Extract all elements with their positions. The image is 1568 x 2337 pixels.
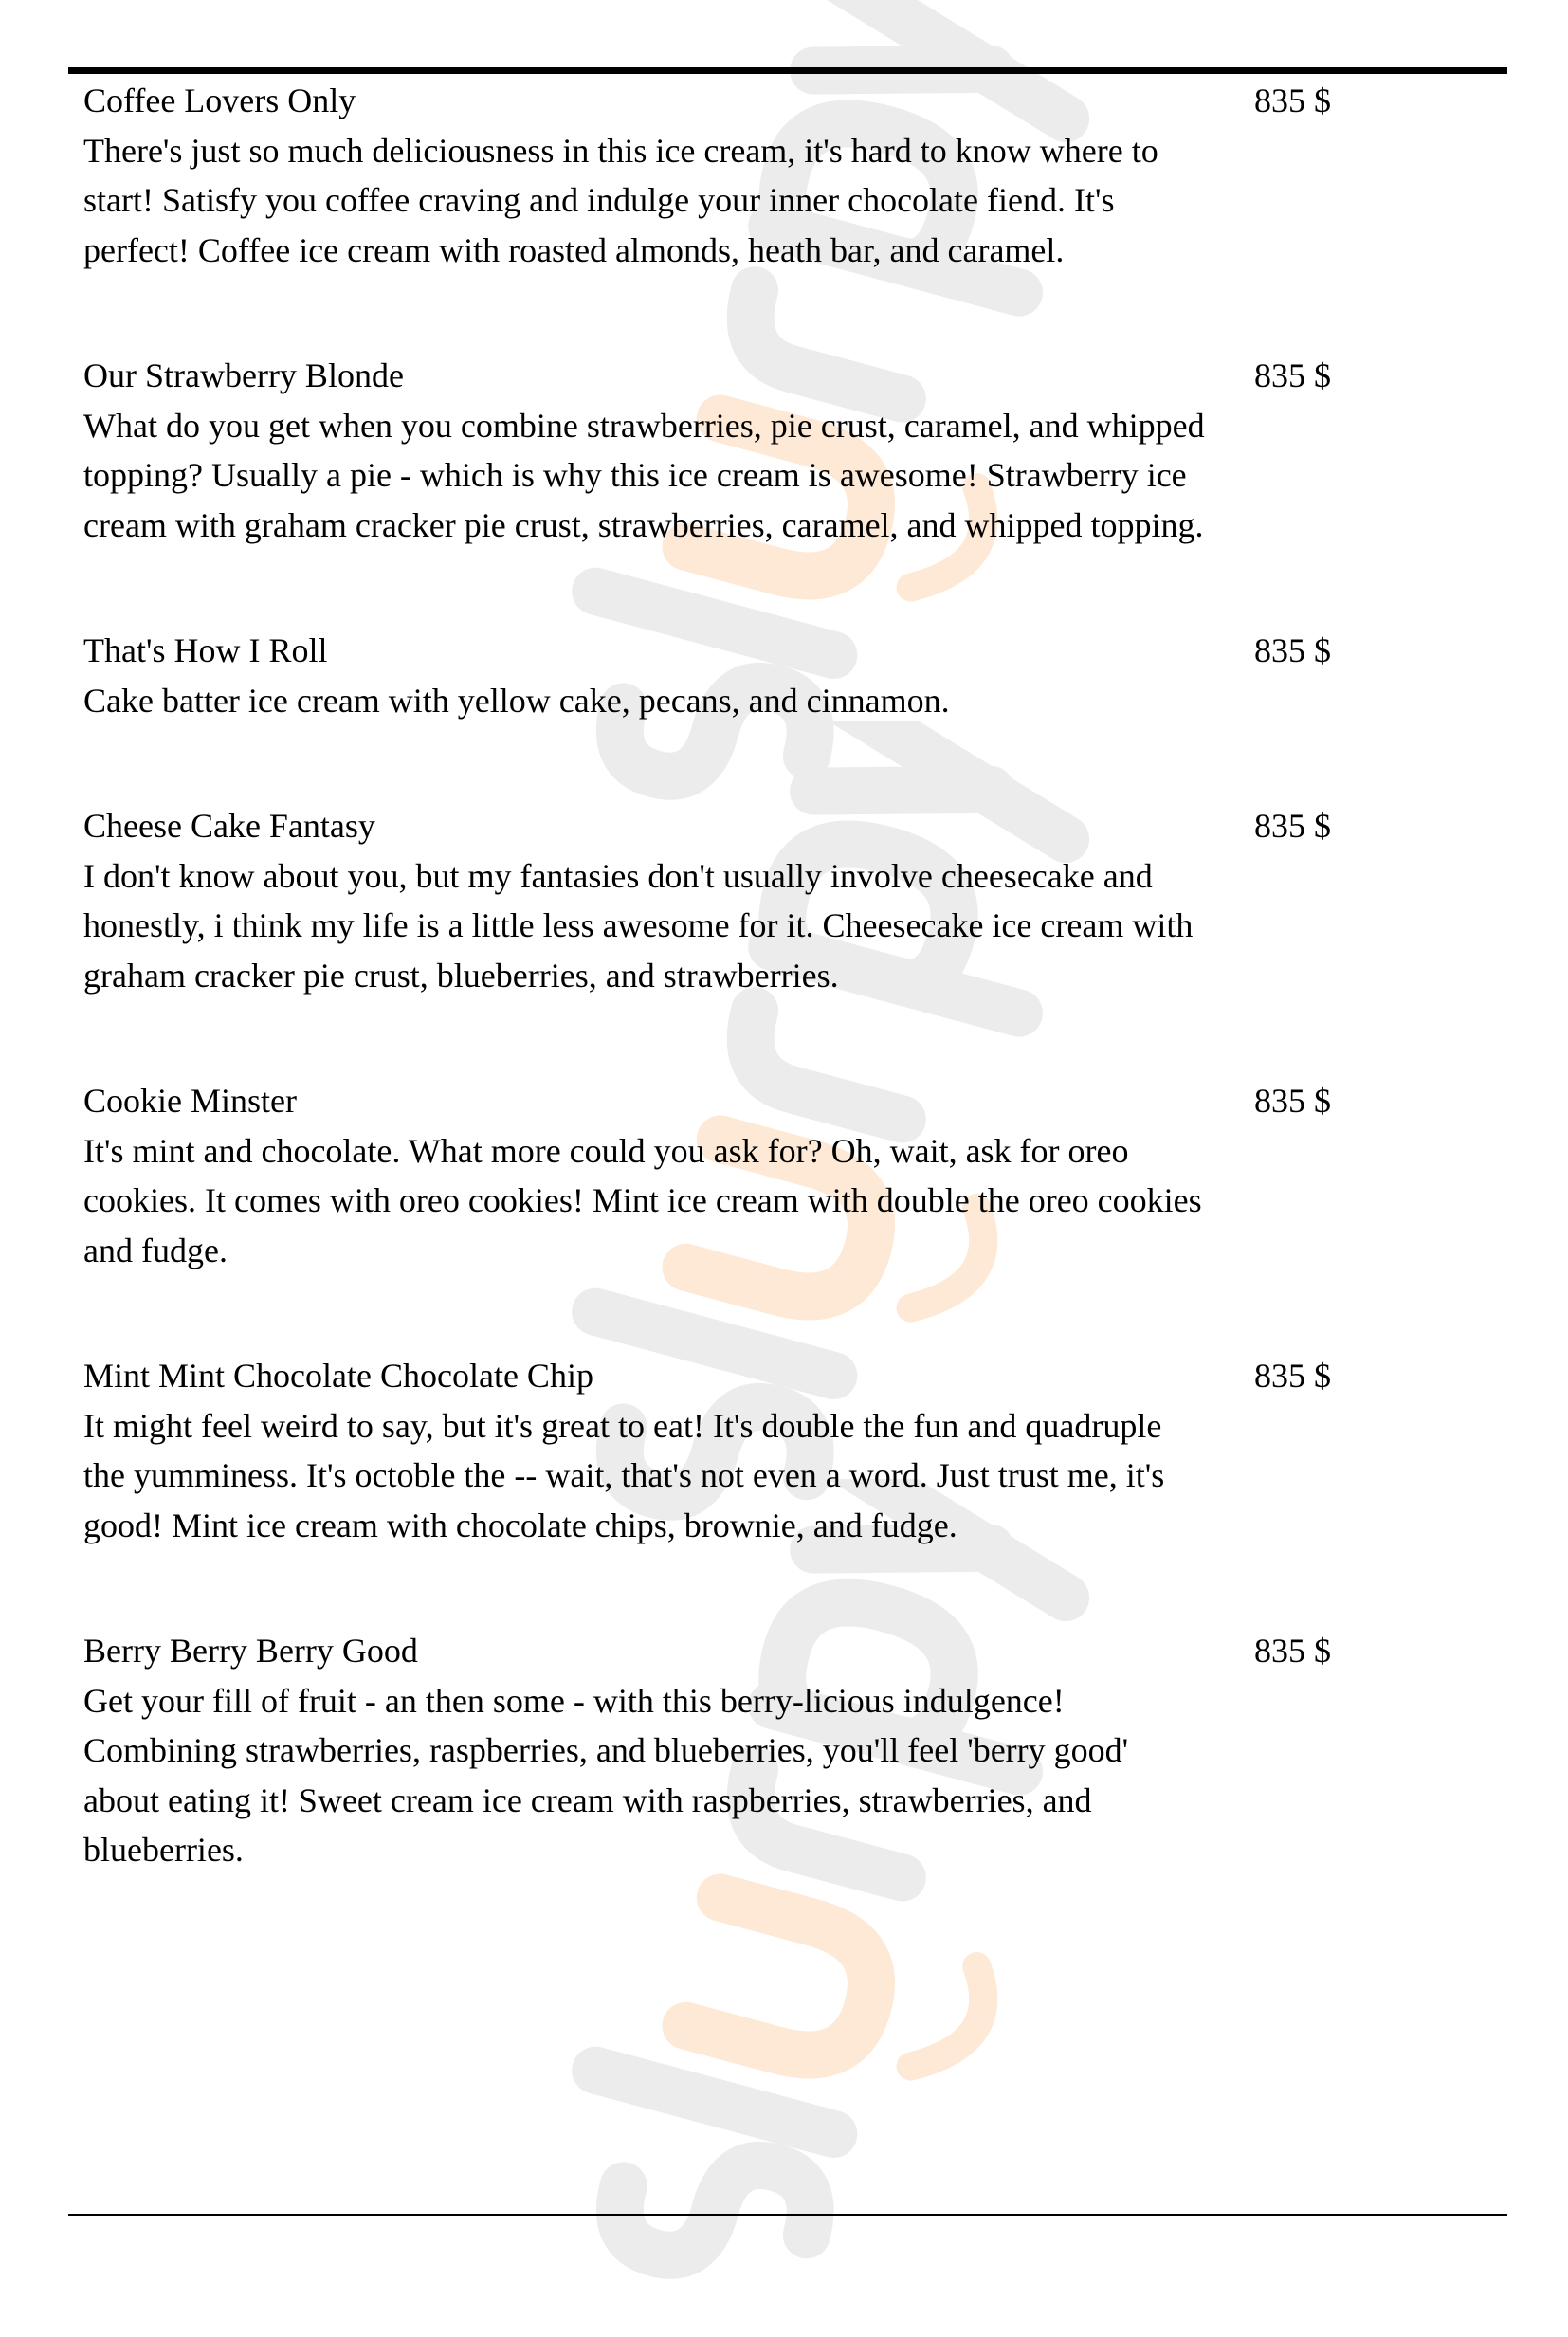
menu-item: [83, 76, 1505, 275]
item-price: 835 $: [1254, 82, 1331, 119]
item-name: Coffee Lovers Only: [83, 82, 356, 119]
item-description: There's just so much deliciousness in this ice cream, it's hard to know where to start! Satisfy you coffee craving and indulge your inner chocolate fiend. It's perfect! Coffee ice cream with roasted almonds, heath bar, and caramel.: [83, 131, 1158, 269]
menu-item: [83, 1076, 1505, 1275]
bottom-rule: [68, 2214, 1507, 2216]
item-description: Get your fill of fruit - an then some - with this berry-licious indulgence! Combining strawberries, raspberries, and blueberries, you'll feel 'berry good' about eating it! Sweet cream ice cream with raspberries, strawberries, and blueberries.: [83, 1681, 1129, 1869]
item-description: What do you get when you combine strawberries, pie crust, caramel, and whipped topping? Usually a pie - which is why this ice cream is awesome! Strawberry ice cream with graham cracker pie crust, strawberries, caramel, and whipped topping.: [83, 406, 1205, 544]
menu-list: [83, 76, 1505, 1951]
menu-item: [83, 1626, 1505, 1875]
item-name: Cookie Minster: [83, 1082, 297, 1120]
item-price: 835 $: [1254, 1632, 1331, 1670]
menu-item: [83, 1351, 1505, 1550]
top-rule: [68, 67, 1507, 74]
menu-item: [83, 351, 1505, 550]
item-price: 835 $: [1254, 1357, 1331, 1395]
item-description: I don't know about you, but my fantasies don't usually involve cheesecake and honestly, i think my life is a little less awesome for it. Cheesecake ice cream with graham cracker pie crust, blueberries, and strawberries.: [83, 856, 1194, 995]
item-price: 835 $: [1254, 631, 1331, 669]
item-name: That's How I Roll: [83, 631, 328, 669]
item-name: Cheese Cake Fantasy: [83, 807, 375, 845]
item-name: Mint Mint Chocolate Chocolate Chip: [83, 1357, 593, 1395]
menu-item: [83, 801, 1505, 1000]
item-description: It might feel weird to say, but it's great to eat! It's double the fun and quadruple the yumminess. It's octoble the -- wait, that's not even a word. Just trust me, it's good! Mint ice cream with chocolate chips, brownie, and fudge.: [83, 1406, 1165, 1544]
item-description: Cake batter ice cream with yellow cake, pecans, and cinnamon.: [83, 681, 950, 720]
item-price: 835 $: [1254, 807, 1331, 845]
item-description: It's mint and chocolate. What more could you ask for? Oh, wait, ask for oreo cookies. It comes with oreo cookies! Mint ice cream with double the oreo cookies and fudge.: [83, 1131, 1202, 1269]
menu-item: [83, 626, 1505, 725]
item-price: 835 $: [1254, 1082, 1331, 1120]
item-name: Our Strawberry Blonde: [83, 356, 404, 394]
item-name: Berry Berry Berry Good: [83, 1632, 418, 1670]
item-price: 835 $: [1254, 356, 1331, 394]
